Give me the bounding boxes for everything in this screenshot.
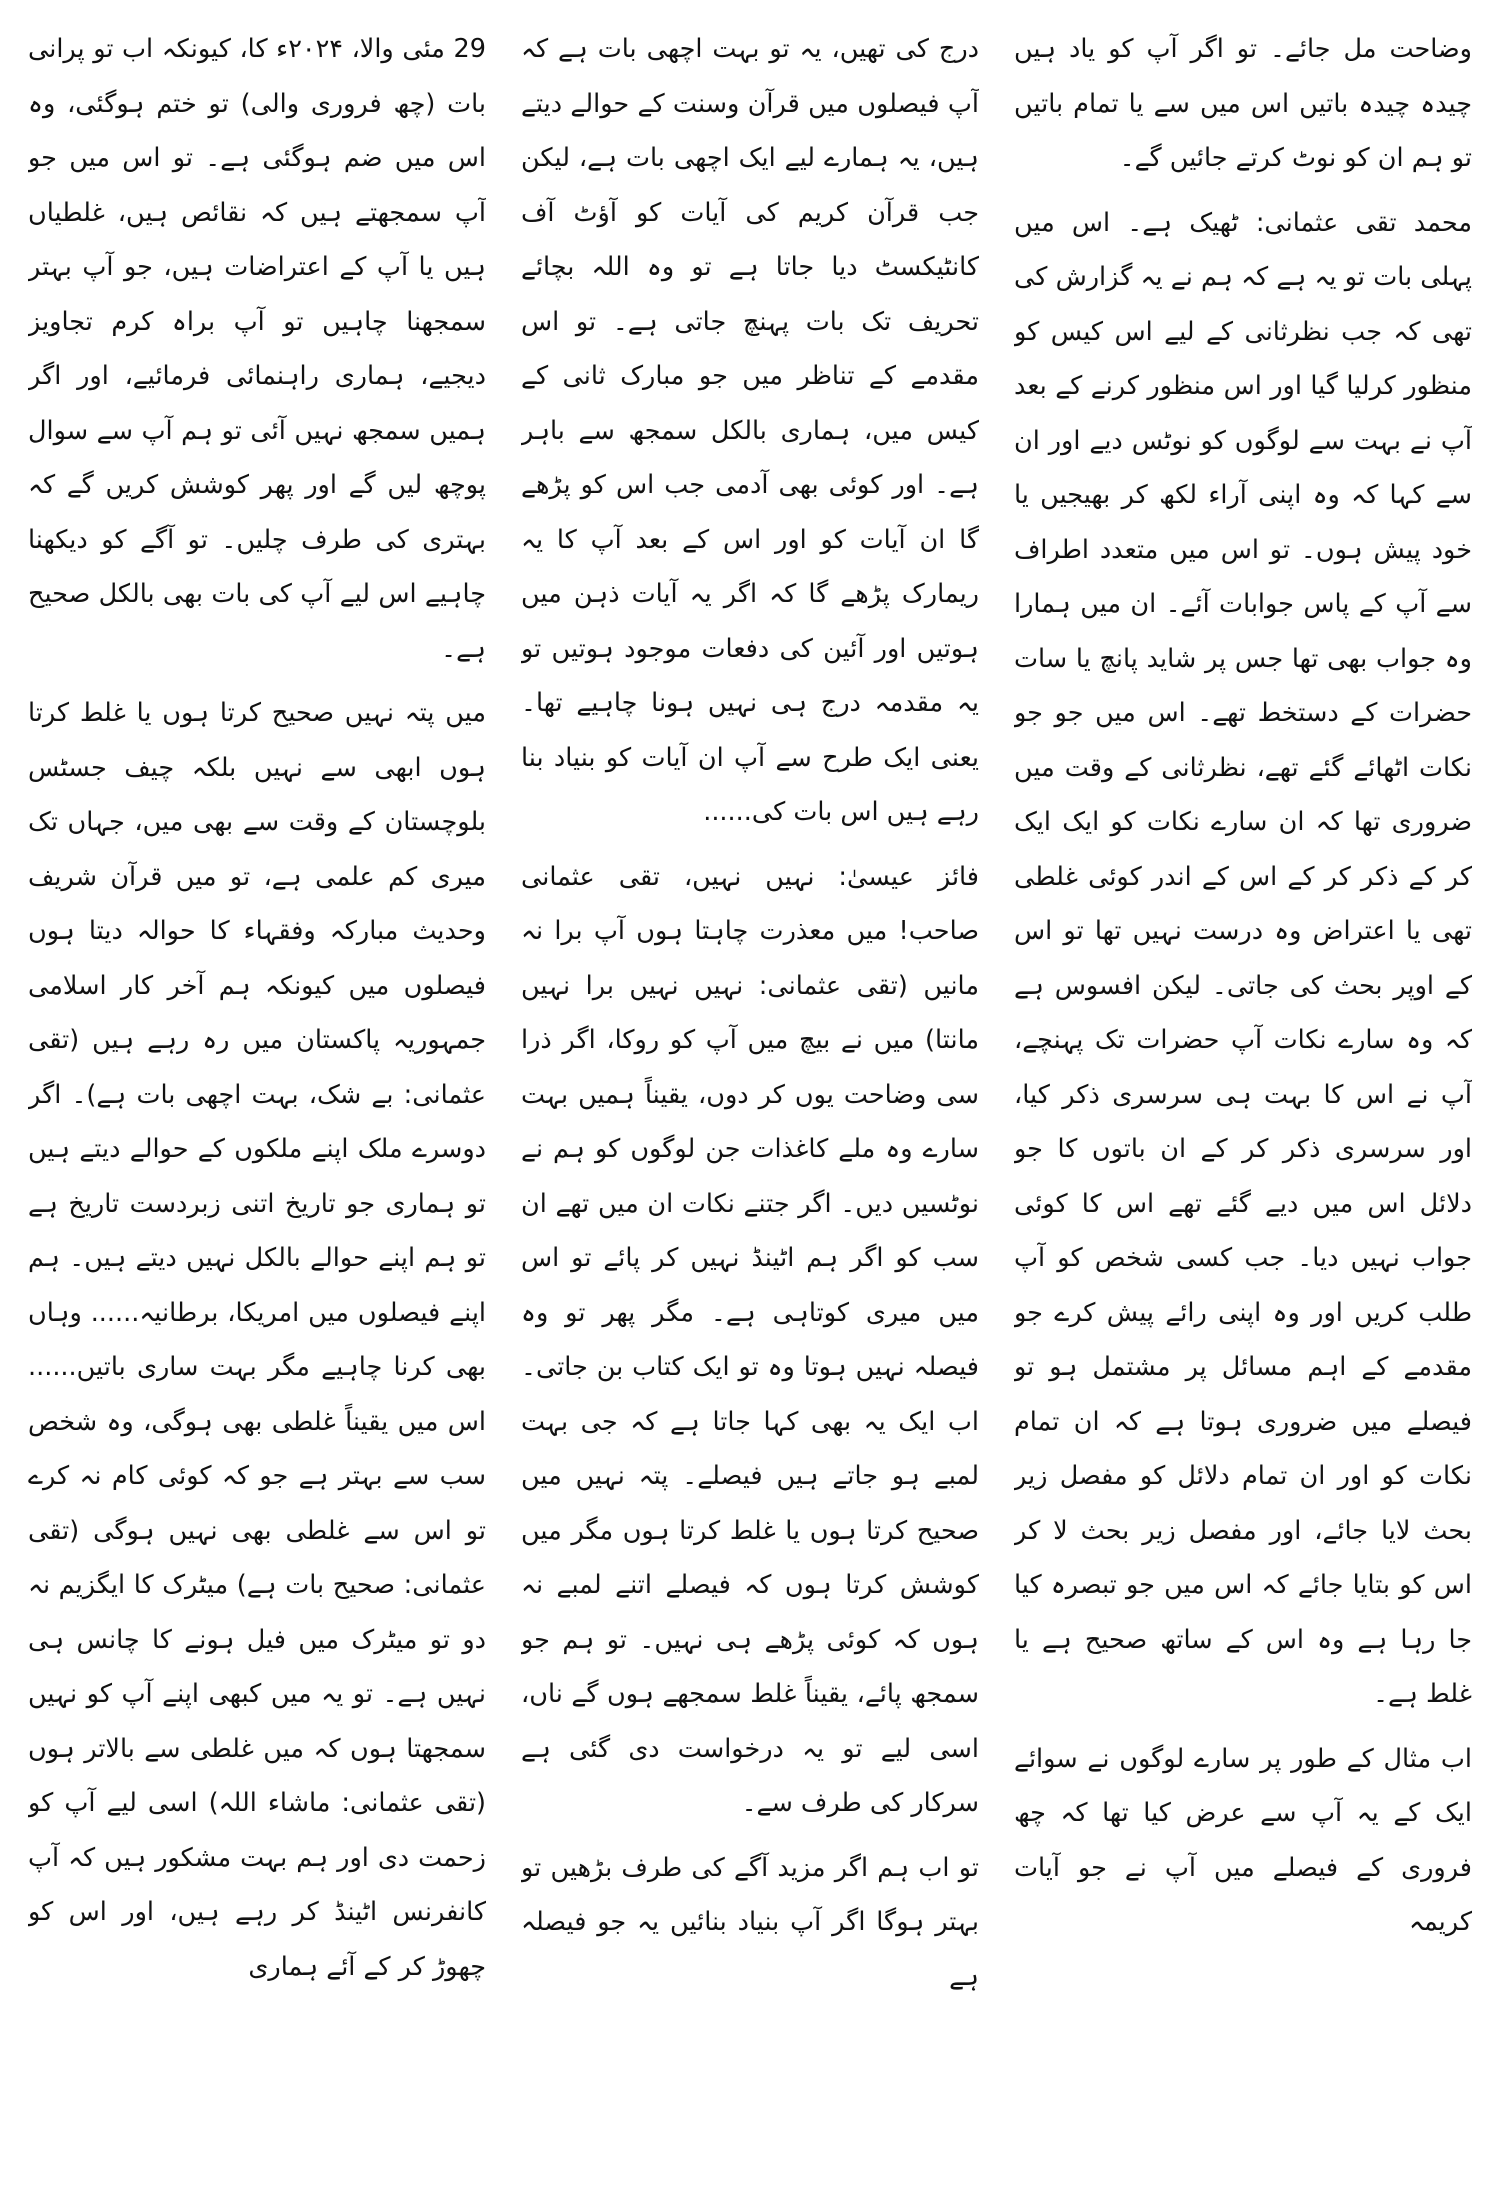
text-column-left <box>28 22 486 2182</box>
paragraph: محمد تقی عثمانی: ٹھیک ہے۔ اس میں پہلی بات تو یہ ہے کہ ہم نے یہ گزارش کی تھی کہ جب نظرثانی کے لیے اس کیس کو منظور کرلیا گیا اور اس منظور کرنے کے بعد آپ نے بہت سے لوگوں کو نوٹس دیے اور ان سے کہا کہ وہ اپنی آراء لکھ کر بھیجیں یا خود پیش ہوں۔ تو اس میں متعدد اطراف سے آپ کے پاس جوابات آئے۔ ان میں ہمارا وہ جواب بھی تھا جس پر شاید پانچ یا سات حضرات کے دستخط تھے۔ اس میں جو جو نکات اٹھائے گئے تھے، نظرثانی کے وقت میں ضروری تھا کہ ان سارے نکات کو ایک ایک کر کے ذکر کر کے اس کے اندر کوئی غلطی تھی یا اعتراض وہ درست نہیں تھا تو اس کے اوپر بحث کی جاتی۔ لیکن افسوس ہے کہ وہ سارے نکات آپ حضرات تک پہنچے، آپ نے اس کا بہت ہی سرسری ذکر کیا، اور سرسری ذکر کر کے ان باتوں کا جو دلائل اس میں دیے گئے تھے اس کا کوئی جواب نہیں دیا۔ جب کسی شخص کو آپ طلب کریں اور وہ اپنی رائے پیش کرے جو مقدمے کے اہم مسائل پر مشتمل ہو تو فیصلے میں ضروری ہوتا ہے کہ ان تمام نکات کو اور ان تمام دلائل کو مفصل زیر بحث لایا جائے، اور مفصل زیر بحث لا کر اس کو بتایا جائے کہ اس میں جو تبصرہ کیا جا رہا ہے وہ اس کے ساتھ صحیح ہے یا غلط ہے۔ <box>1014 207 1472 1709</box>
newspaper-page <box>28 22 1472 2182</box>
text-column-right <box>1014 22 1472 2182</box>
paragraph: وضاحت مل جائے۔ تو اگر آپ کو یاد ہیں چیدہ چیدہ باتیں اس میں سے یا تمام باتیں تو ہم ان کو نوٹ کرتے جائیں گے۔ <box>1014 34 1472 173</box>
paragraph: 29 مئی والا، ۲۰۲۴ء کا، کیونکہ اب تو پرانی بات (چھ فروری والی) تو ختم ہوگئی، وہ اس میں ضم ہوگئی ہے۔ تو اس میں جو آپ سمجھتے ہیں کہ نقائص ہیں، غلطیاں ہیں یا آپ کے اعتراضات ہیں، جو آپ بہتر سمجھنا چاہیں تو آپ براہ کرم تجاویز دیجیے، ہماری راہنمائی فرمائیے، اور اگر ہمیں سمجھ نہیں آئی تو ہم آپ سے سوال پوچھ لیں گے اور پھر کوشش کریں گے کہ بہتری کی طرف چلیں۔ تو آگے کو دیکھنا چاہیے اس لیے آپ کی بات بھی بالکل صحیح ہے۔ <box>28 34 486 664</box>
paragraph: فائز عیسیٰ: نہیں نہیں، تقی عثمانی صاحب! میں معذرت چاہتا ہوں آپ برا نہ مانیں (تقی عثمانی: نہیں نہیں برا نہیں مانتا) میں نے بیچ میں آپ کو روکا، اگر ذرا سی وضاحت یوں کر دوں، یقیناً ہمیں بہت سارے وہ ملے کاغذات جن لوگوں کو ہم نے نوٹسیں دیں۔ اگر جتنے نکات ان میں تھے ان سب کو اگر ہم اٹینڈ نہیں کر پائے تو اس میں میری کوتاہی ہے۔ مگر پھر تو وہ فیصلہ نہیں ہوتا وہ تو ایک کتاب بن جاتی۔ اب ایک یہ بھی کہا جاتا ہے کہ جی بہت لمبے ہو جاتے ہیں فیصلے۔ پتہ نہیں میں صحیح کرتا ہوں یا غلط کرتا ہوں مگر میں کوشش کرتا ہوں کہ فیصلے اتنے لمبے نہ ہوں کہ کوئی پڑھے ہی نہیں۔ تو ہم جو سمجھ پائے، یقیناً غلط سمجھے ہوں گے ناں، اسی لیے تو یہ درخواست دی گئی ہے سرکار کی طرف سے۔ <box>521 861 979 1818</box>
paragraph: اب مثال کے طور پر سارے لوگوں نے سوائے ایک کے یہ آپ سے عرض کیا تھا کہ چھ فروری کے فیصلے میں آپ نے جو آیات کریمہ <box>1014 1743 1472 1937</box>
paragraph: درج کی تھیں، یہ تو بہت اچھی بات ہے کہ آپ فیصلوں میں قرآن وسنت کے حوالے دیتے ہیں، یہ ہمارے لیے ایک اچھی بات ہے، لیکن جب قرآن کریم کی آیات کو آؤٹ آف کانٹیکسٹ دیا جاتا ہے تو وہ اللہ بچائے تحریف تک بات پہنچ جاتی ہے۔ تو اس مقدمے کے تناظر میں جو مبارک ثانی کے کیس میں، ہماری بالکل سمجھ سے باہر ہے۔ اور کوئی بھی آدمی جب اس کو پڑھے گا ان آیات کو اور اس کے بعد آپ کا یہ ریمارک پڑھے گا کہ اگر یہ آیات ذہن میں ہوتیں اور آئین کی دفعات موجود ہوتیں تو یہ مقدمہ درج ہی نہیں ہونا چاہیے تھا۔ یعنی ایک طرح سے آپ ان آیات کو بنیاد بنا رہے ہیں اس بات کی...... <box>521 34 979 827</box>
text-column-middle <box>521 22 979 2182</box>
paragraph: تو اب ہم اگر مزید آگے کی طرف بڑھیں تو بہتر ہوگا اگر آپ بنیاد بنائیں یہ جو فیصلہ ہے <box>521 1852 979 1992</box>
paragraph: میں پتہ نہیں صحیح کرتا ہوں یا غلط کرتا ہوں ابھی سے نہیں بلکہ چیف جسٹس بلوچستان کے وقت سے بھی میں، جہاں تک میری کم علمی ہے، تو میں قرآن شریف وحدیث مبارکہ وفقہاء کا حوالہ دیتا ہوں فیصلوں میں کیونکہ ہم آخر کار اسلامی جمہوریہ پاکستان میں رہ رہے ہیں (تقی عثمانی: بے شک، بہت اچھی بات ہے)۔ اگر دوسرے ملک اپنے ملکوں کے حوالے دیتے ہیں تو ہماری جو تاریخ اتنی زبردست تاریخ ہے تو ہم اپنے حوالے بالکل نہیں دیتے ہیں۔ ہم اپنے فیصلوں میں امریکا، برطانیہ...... وہاں بھی کرنا چاہیے مگر بہت ساری باتیں...... اس میں یقیناً غلطی بھی ہوگی، وہ شخص سب سے بہتر ہے جو کہ کوئی کام نہ کرے تو اس سے غلطی بھی نہیں ہوگی (تقی عثمانی: صحیح بات ہے) میٹرک کا ایگزیم نہ دو تو میٹرک میں فیل ہونے کا چانس ہی نہیں ہے۔ تو یہ میں کبھی اپنے آپ کو نہیں سمجھتا ہوں کہ میں غلطی سے بالاتر ہوں (تقی عثمانی: ماشاء اللہ) اسی لیے آپ کو زحمت دی اور ہم بہت مشکور ہیں کہ آپ کانفرنس اٹینڈ کر رہے ہیں، اور اس کو چھوڑ کر کے آئے ہماری <box>28 698 486 1982</box>
